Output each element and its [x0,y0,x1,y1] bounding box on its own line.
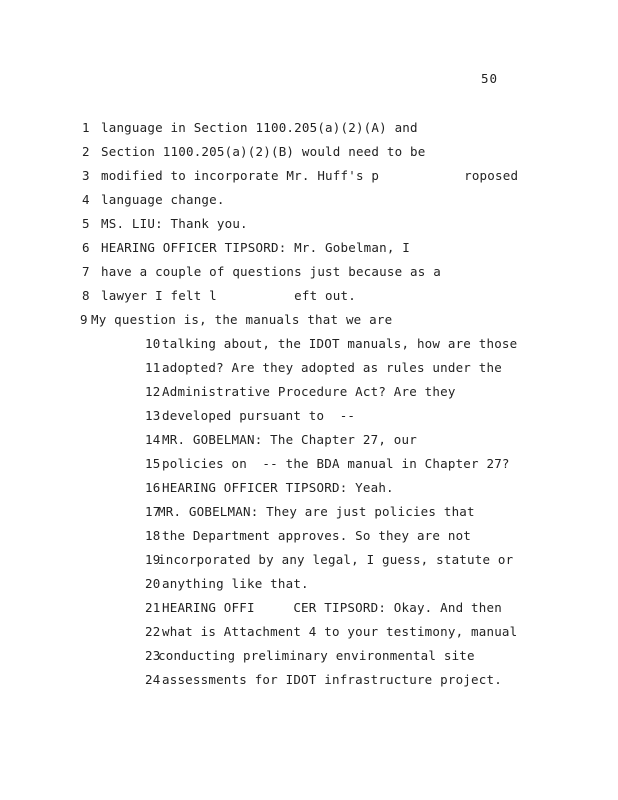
line-text: MR. GOBELMAN: They are just policies that [158,504,475,519]
line-number: 10 [145,336,161,351]
transcript-line [145,504,475,520]
line-number: 13 [145,408,161,423]
transcript-line [145,408,355,424]
transcript-line [145,576,309,592]
line-text: My question is, the manuals that we are [91,312,393,327]
line-text: conducting preliminary environmental site [158,648,475,663]
line-text: incorporated by any legal, I guess, statute or [158,552,514,567]
line-number: 16 [145,480,161,495]
line-number: 18 [145,528,161,543]
line-text: HEARING OFFICER TIPSORD: Mr. Gobelman, I [101,240,411,255]
line-text: the Department approves. So they are not [162,528,472,543]
line-number: 14 [145,432,161,447]
line-number: 23 [145,648,161,663]
transcript-line [145,600,502,616]
transcript-line [82,216,248,232]
line-number: 24 [145,672,161,687]
page-number: 50 [480,71,498,86]
transcript-line [145,480,394,496]
line-text: Section 1100.205(a)(2)(B) would need to be [101,144,426,159]
line-text: anything like that. [162,576,309,591]
line-text: adopted? Are they adopted as rules under the [162,360,502,375]
line-number: 5 [82,216,90,231]
transcript-line [145,384,456,400]
line-text: have a couple of questions just because as a [101,264,441,279]
line-number: 6 [82,240,90,255]
transcript-line [145,672,502,688]
line-number: 3 [82,168,90,183]
line-number: 20 [145,576,161,591]
line-number: 22 [145,624,161,639]
line-number: 11 [145,360,161,375]
line-number: 9 [80,312,88,327]
line-number: 15 [145,456,161,471]
transcript-line [82,288,356,304]
transcript-line [82,144,425,160]
transcript-line [145,456,510,472]
line-number: 1 [82,120,90,135]
transcript-line [82,168,518,184]
line-number: 4 [82,192,90,207]
line-text: assessments for IDOT infrastructure project. [162,672,502,687]
transcript-line [82,120,418,136]
line-text: HEARING OFFI CER TIPSORD: Okay. And then [162,600,502,615]
transcript-line [145,528,471,544]
line-text: what is Attachment 4 to your testimony, manual [162,624,518,639]
transcript-line [145,552,513,568]
transcript-line [82,192,225,208]
line-text: language in Section 1100.205(a)(2)(A) and [101,120,418,135]
line-text: lawyer I felt l eft out. [101,288,356,303]
line-text: developed pursuant to -- [162,408,356,423]
transcript-line [145,624,517,640]
line-number: 8 [82,288,90,303]
transcript-line [80,312,392,328]
transcript-line [145,648,475,664]
line-text: MR. GOBELMAN: The Chapter 27, our [162,432,417,447]
transcript-line [145,336,517,352]
line-number: 12 [145,384,161,399]
line-number: 19 [145,552,161,567]
line-text: language change. [101,192,225,207]
transcript-line [82,264,441,280]
line-text: policies on -- the BDA manual in Chapter 27? [162,456,510,471]
line-number: 7 [82,264,90,279]
line-text: talking about, the IDOT manuals, how are those [162,336,518,351]
line-number: 2 [82,144,90,159]
line-text: modified to incorporate Mr. Huff's p roposed [101,168,519,183]
transcript-line [145,360,502,376]
line-number: 21 [145,600,161,615]
transcript-line [82,240,410,256]
line-text: HEARING OFFICER TIPSORD: Yeah. [162,480,394,495]
line-text: MS. LIU: Thank you. [101,216,248,231]
line-text: Administrative Procedure Act? Are they [162,384,456,399]
transcript-line [145,432,417,448]
line-number: 17 [145,504,161,519]
